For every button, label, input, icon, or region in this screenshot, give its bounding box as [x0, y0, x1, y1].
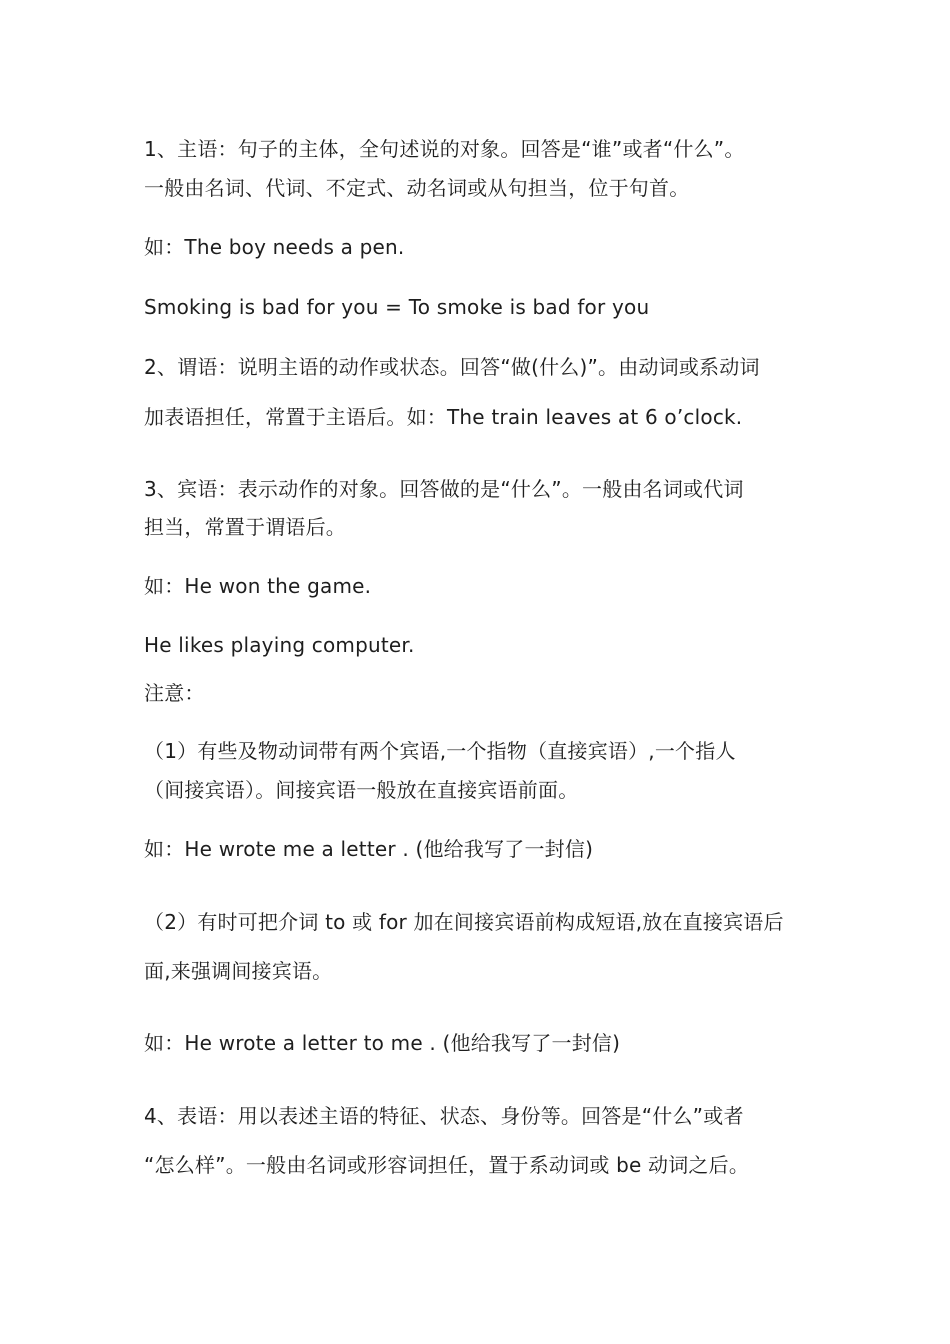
text-line-18: 4、表语：用以表述主语的特征、状态、身份等。回答是“什么”或者 — [144, 1104, 744, 1128]
text-line-3: 如：The boy needs a pen. — [144, 235, 405, 259]
text-line-9: 如：He won the game. — [144, 574, 372, 598]
text-line-4: Smoking is bad for you = To smoke is bad for you — [144, 295, 650, 319]
text-line-5: 2、谓语：说明主语的动作或状态。回答“做(什么)”。由动词或系动词 — [144, 355, 760, 379]
text-line-15: （2）有时可把介词 to 或 for 加在间接宾语前构成短语,放在直接宾语后 — [144, 910, 784, 934]
text-line-13: （间接宾语）。间接宾语一般放在直接宾语前面。 — [144, 778, 579, 802]
text-line-10: He likes playing computer. — [144, 633, 415, 657]
text-line-14: 如：He wrote me a letter . (他给我写了一封信) — [144, 837, 594, 861]
text-line-2: 一般由名词、代词、不定式、动名词或从句担当，位于句首。 — [144, 176, 690, 200]
text-line-8: 担当，常置于谓语后。 — [144, 515, 346, 539]
text-line-1: 1、主语：句子的主体，全句述说的对象。回答是“谁”或者“什么”。 — [144, 137, 745, 161]
text-line-6: 加表语担任，常置于主语后。如：The train leaves at 6 o’clock. — [144, 405, 743, 429]
text-line-7: 3、宾语：表示动作的对象。回答做的是“什么”。一般由名词或代词 — [144, 477, 744, 501]
text-line-19: “怎么样”。一般由名词或形容词担任，置于系动词或 be 动词之后。 — [144, 1153, 750, 1177]
text-line-11: 注意： — [144, 681, 205, 705]
text-line-17: 如：He wrote a letter to me . (他给我写了一封信) — [144, 1031, 621, 1055]
text-line-12: （1）有些及物动词带有两个宾语,一个指物（直接宾语）,一个指人 — [144, 739, 736, 763]
text-line-16: 面,来强调间接宾语。 — [144, 959, 333, 983]
